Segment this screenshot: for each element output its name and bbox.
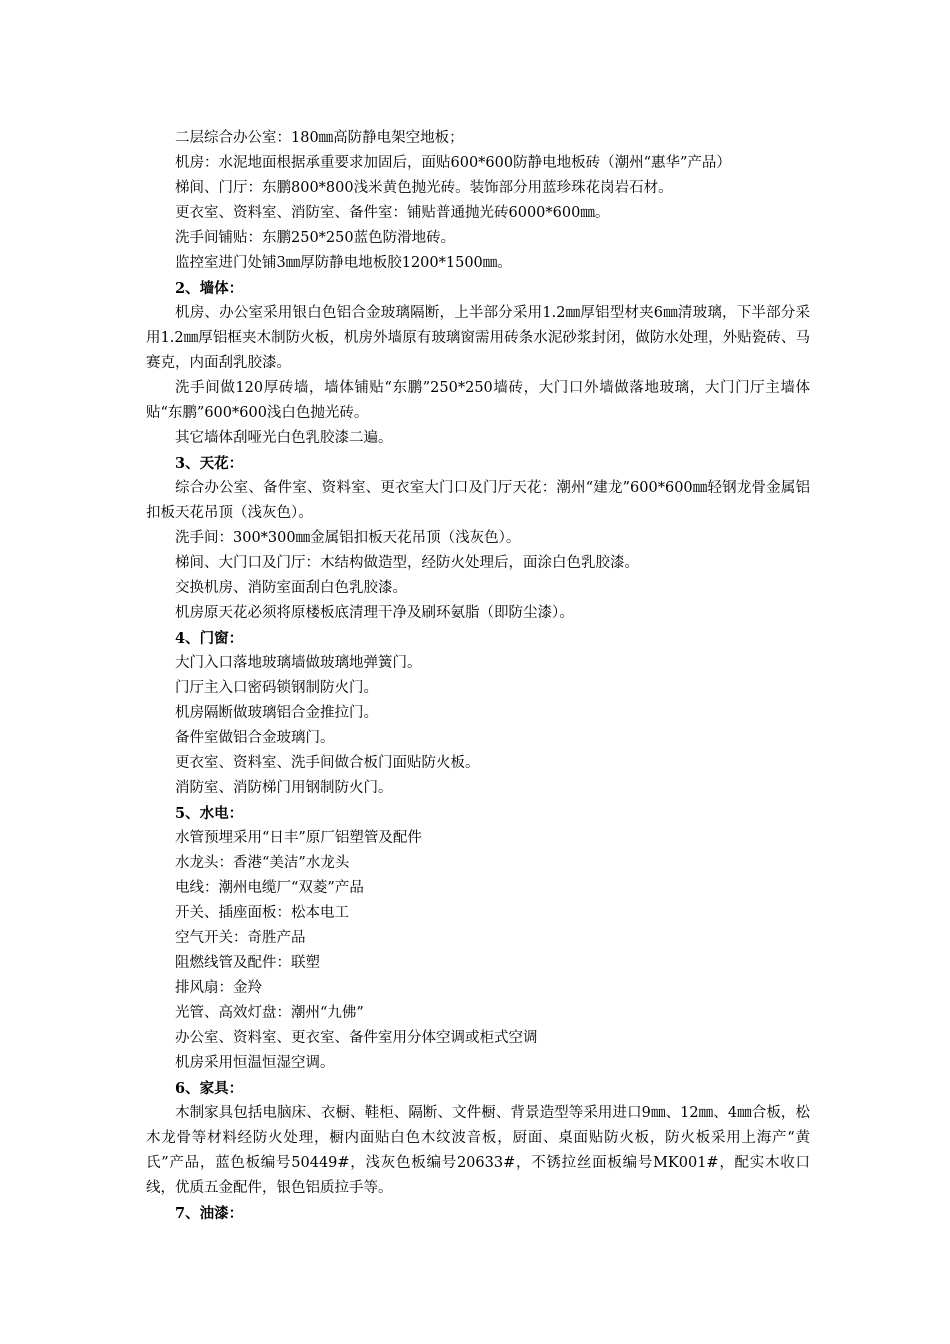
door-item: 机房隔断做玻璃铝合金推拉门。: [175, 705, 378, 721]
wall-paragraph: 其它墙体刮哑光白色乳胶漆二遍。: [175, 430, 393, 446]
floor-item: 更衣室、资料室、消防室、备件室：铺贴普通抛光砖6000*600㎜。: [175, 205, 610, 221]
door-item: 大门入口落地玻璃墙做玻璃地弹簧门。: [175, 655, 422, 671]
ceiling-item: 梯间、大门口及门厅：木结构做造型，经防火处理后，面涂白色乳胶漆。: [175, 555, 639, 571]
utility-item: 机房采用恒温恒湿空调。: [175, 1055, 335, 1071]
furniture-paragraph: 木制家具包括电脑床、衣橱、鞋柜、隔断、文件橱、背景造型等采用进口9㎜、12㎜、4㎜合板，松木龙骨等材料经防火处理，橱内面贴白色木纹波音板，厨面、桌面贴防火板，防火板采用上海产“黄氏”产品，蓝色板编号50449#，浅灰色板编号20633#，不锈拉丝面板编号MK001#，配实木收口线，优质五金配件，银色铝质拉手等。: [146, 1105, 810, 1196]
utility-item: 电线：潮州电缆厂“双菱”产品: [175, 880, 364, 896]
section-heading-ceiling: 3、天花：: [175, 455, 244, 472]
door-item: 备件室做铝合金玻璃门。: [175, 730, 335, 746]
section-heading-furniture: 6、家具：: [175, 1080, 244, 1097]
section-heading-wall: 2、墙体：: [175, 280, 244, 297]
utility-item: 水管预埋采用“日丰”原厂铝塑管及配件: [175, 830, 422, 846]
door-item: 更衣室、资料室、洗手间做合板门面贴防火板。: [175, 755, 480, 771]
section-heading-utilities: 5、水电：: [175, 805, 244, 822]
ceiling-item: 洗手间：300*300㎜金属铝扣板天花吊顶（浅灰色）。: [175, 530, 521, 546]
utility-item: 空气开关：奇胜产品: [175, 930, 306, 946]
wall-paragraph: 洗手间做120厚砖墙，墙体铺贴“东鹏”250*250墙砖，大门口外墙做落地玻璃，大门门厅主墙体贴“东鹏”600*600浅白色抛光砖。: [146, 380, 810, 421]
ceiling-paragraph: 综合办公室、备件室、资料室、更衣室大门口及门厅天花：潮州“建龙”600*600㎜轻钢龙骨金属铝扣板天花吊顶（浅灰色）。: [146, 480, 810, 521]
door-item: 门厅主入口密码锁钢制防火门。: [175, 680, 378, 696]
wall-paragraph: 机房、办公室采用银白色铝合金玻璃隔断，上半部分采用1.2㎜厚铝型材夹6㎜清玻璃，下半部分采用1.2㎜厚铝框夹木制防火板，机房外墙原有玻璃窗需用砖条水泥砂浆封闭，做防水处理，外贴瓷砖、马赛克，内面刮乳胶漆。: [146, 305, 810, 371]
floor-item: 二层综合办公室：180㎜高防静电架空地板；: [175, 130, 464, 146]
ceiling-item: 机房原天花必须将原楼板底清理干净及刷环氨脂（即防尘漆）。: [175, 605, 574, 621]
door-item: 消防室、消防梯门用钢制防火门。: [175, 780, 393, 796]
ceiling-item: 交换机房、消防室面刮白色乳胶漆。: [175, 580, 407, 596]
floor-item: 洗手间铺贴：东鹏250*250蓝色防滑地砖。: [175, 230, 456, 246]
utility-item: 水龙头：香港“美洁”水龙头: [175, 855, 350, 871]
floor-item: 机房：水泥地面根据承重要求加固后，面贴600*600防静电地板砖（潮州“惠华”产品）: [175, 155, 731, 171]
utility-item: 阻燃线管及配件：联塑: [175, 955, 320, 971]
floor-item: 梯间、门厅：东鹏800*800浅米黄色抛光砖。装饰部分用蓝珍珠花岗岩石材。: [175, 180, 673, 196]
document-body: [146, 126, 810, 1226]
utility-item: 光管、高效灯盘：潮州“九佛”: [175, 1005, 364, 1021]
section-heading-doors: 4、门窗：: [175, 630, 244, 647]
utility-item: 排风扇：金羚: [175, 980, 262, 996]
floor-item: 监控室进门处铺3㎜厚防静电地板胶1200*1500㎜。: [175, 255, 512, 271]
utility-item: 开关、插座面板：松本电工: [175, 905, 349, 921]
section-heading-paint: 7、油漆：: [175, 1205, 244, 1222]
utility-item: 办公室、资料室、更衣室、备件室用分体空调或柜式空调: [175, 1030, 538, 1046]
